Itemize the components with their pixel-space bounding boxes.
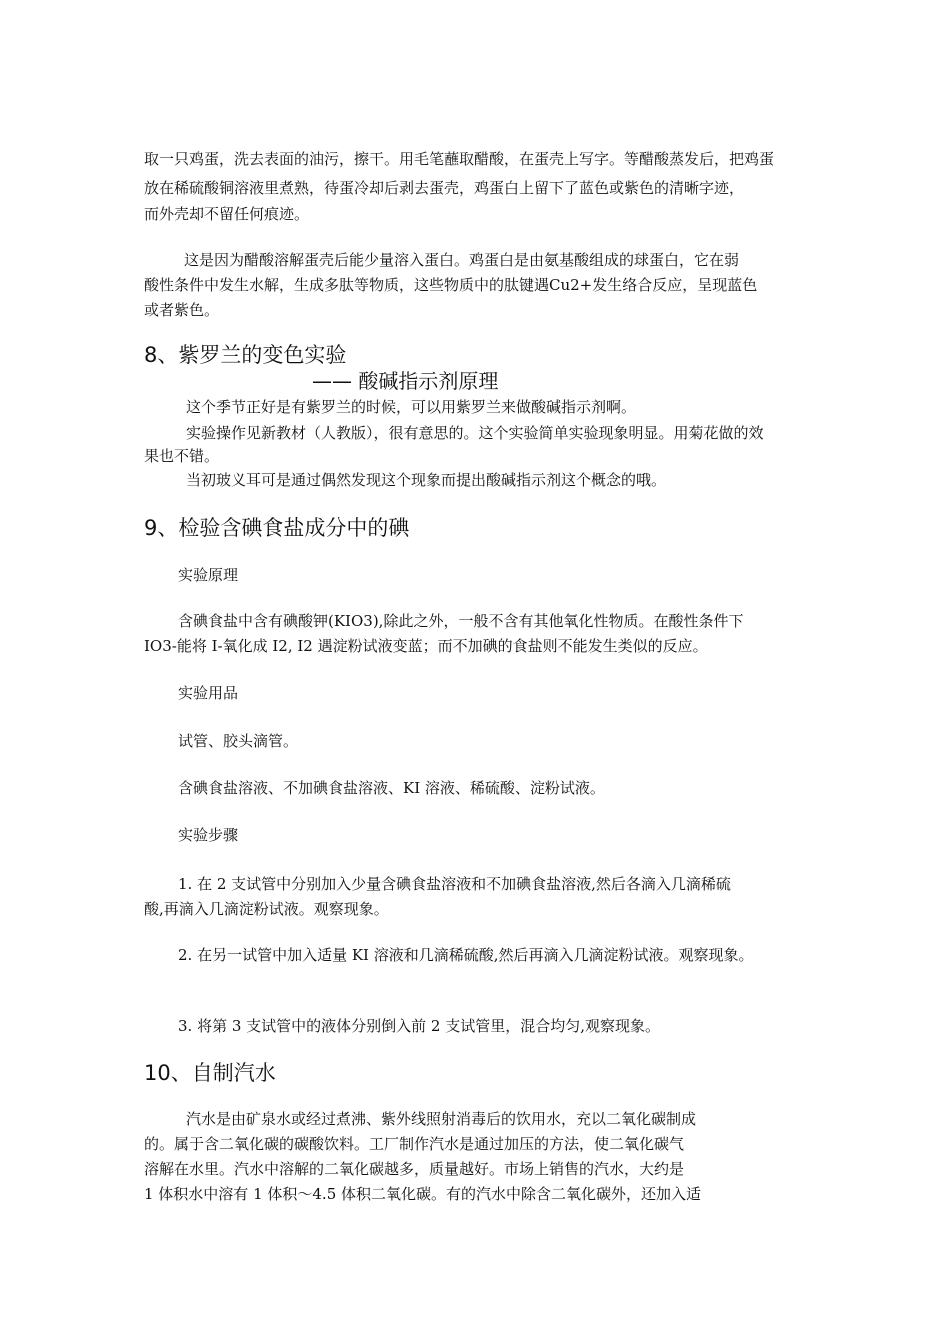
steps-label: 实验步骤 xyxy=(178,826,239,844)
materials-line-2: 含碘食盐溶液、不加碘食盐溶液、KI 溶液、稀硫酸、淀粉试液。 xyxy=(178,779,605,797)
intro-p1-line-2: 放在稀硫酸铜溶液里煮熟，待蛋冷却后剥去蛋壳，鸡蛋白上留下了蓝色或紫色的清晰字迹， xyxy=(144,179,745,197)
section-10-heading: 10、自制汽水 xyxy=(144,1061,276,1085)
principle-line-2: IO3-能将 I-氧化成 I2, I2 遇淀粉试液变蓝；而不加碘的食盐则不能发生类似的反应。 xyxy=(144,637,708,655)
section-10-line-4: 1 体积水中溶有 1 体积～4.5 体积二氧化碳。有的汽水中除含二氧化碳外，还加入适 xyxy=(144,1185,702,1203)
section-8-line-1: 这个季节正好是有紫罗兰的时候，可以用紫罗兰来做酸碱指示剂啊。 xyxy=(186,398,637,416)
materials-line-1: 试管、胶头滴管。 xyxy=(178,732,299,750)
intro-p1-line-1: 取一只鸡蛋，洗去表面的油污，擦干。用毛笔蘸取醋酸，在蛋壳上写字。等醋酸蒸发后，把鸡蛋 xyxy=(144,150,775,168)
step-1-line-2: 酸,再滴入几滴淀粉试液。观察现象。 xyxy=(144,900,389,918)
section-8-subheading: —— 酸碱指示剂原理 xyxy=(312,369,499,393)
step-3: 3. 将第 3 支试管中的液体分别倒入前 2 支试管里，混合均匀,观察现象。 xyxy=(178,1017,661,1035)
principle-line-1: 含碘食盐中含有碘酸钾(KIO3),除此之外，一般不含有其他氧化性物质。在酸性条件下 xyxy=(178,612,744,630)
intro-p2-line-2: 酸性条件中发生水解，生成多肽等物质，这些物质中的肽键遇Cu2+发生络合反应，呈现蓝色 xyxy=(144,276,758,294)
principle-label: 实验原理 xyxy=(178,566,239,584)
section-10-line-2: 的。属于含二氧化碳的碳酸饮料。工厂制作汽水是通过加压的方法，使二氧化碳气 xyxy=(144,1135,685,1153)
intro-p2-line-3: 或者紫色。 xyxy=(144,301,220,319)
section-8-line-2: 实验操作见新教材（人教版），很有意思的。这个实验简单实验现象明显。用菊花做的效 xyxy=(186,424,764,442)
intro-p2-line-1: 这是因为醋酸溶解蛋壳后能少量溶入蛋白。鸡蛋白是由氨基酸组成的球蛋白，它在弱 xyxy=(184,251,740,269)
step-2: 2. 在另一试管中加入适量 KI 溶液和几滴稀硫酸,然后再滴入几滴淀粉试液。观察现象。 xyxy=(178,946,754,964)
section-10-line-1: 汽水是由矿泉水或经过煮沸、紫外线照射消毒后的饮用水，充以二氧化碳制成 xyxy=(186,1110,697,1128)
step-1-line-1: 1. 在 2 支试管中分别加入少量含碘食盐溶液和不加碘食盐溶液,然后各滴入几滴稀硫 xyxy=(178,875,731,893)
intro-p1-line-3: 而外壳却不留任何痕迹。 xyxy=(144,205,310,223)
section-8-line-4: 当初玻义耳可是通过偶然发现这个现象而提出酸碱指示剂这个概念的哦。 xyxy=(186,471,667,489)
materials-label: 实验用品 xyxy=(178,684,239,702)
section-9-heading: 9、检验含碘食盐成分中的碘 xyxy=(144,516,410,540)
section-10-line-3: 溶解在水里。汽水中溶解的二氧化碳越多，质量越好。市场上销售的汽水，大约是 xyxy=(144,1160,685,1178)
section-8-line-3: 果也不错。 xyxy=(144,447,220,465)
section-8-heading: 8、紫罗兰的变色实验 xyxy=(144,343,347,367)
